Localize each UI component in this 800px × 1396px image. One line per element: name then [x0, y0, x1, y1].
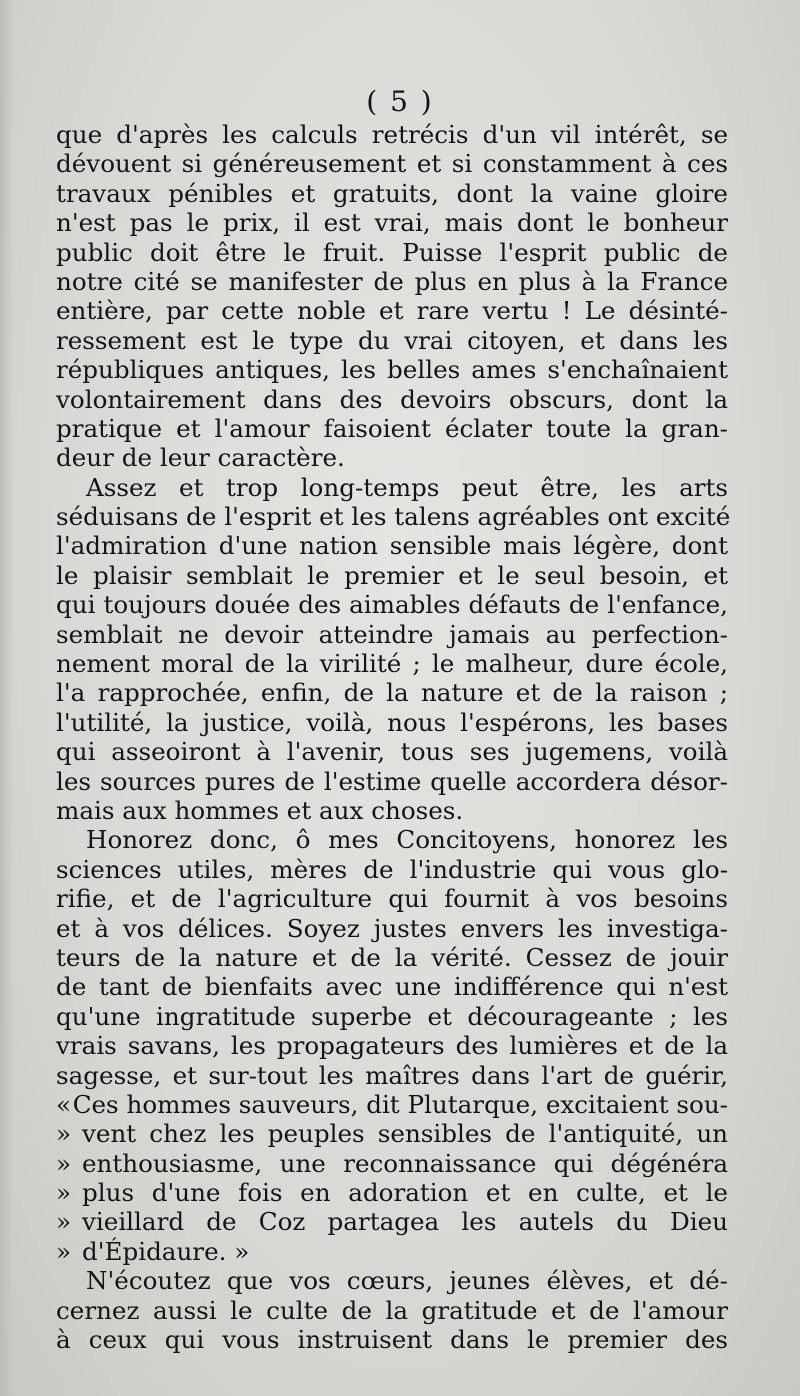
- line-text: qui toujours douée des aimables défauts de l'enfance,: [56, 590, 728, 620]
- text-line: [56, 414, 728, 443]
- line-text: deur de leur caractère.: [56, 443, 345, 473]
- line-text: volontairement dans des devoirs obscurs, dont la: [56, 384, 728, 414]
- text-line: [56, 296, 728, 325]
- line-text: cernez aussi le culte de la gratitude et de l'amour: [56, 1295, 728, 1325]
- line-text: l'utilité, la justice, voilà, nous l'espérons, les bases: [56, 707, 728, 737]
- line-text: mais aux hommes et aux choses.: [56, 795, 464, 825]
- text-line: [56, 1178, 728, 1207]
- line-text: semblait ne devoir atteindre jamais au perfection-: [56, 619, 728, 649]
- quote-mark: »: [56, 1236, 72, 1266]
- text-line: [56, 737, 728, 766]
- text-line: [56, 767, 728, 796]
- text-line: [56, 914, 728, 943]
- text-line: [56, 1061, 728, 1090]
- text-line: [56, 502, 731, 532]
- line-text: et à vos délices. Soyez justes envers les investiga-: [56, 913, 728, 943]
- line-text: Assez et trop long-temps peut être, les arts: [86, 472, 728, 502]
- line-text: ressement est le type du vrai citoyen, et dans les: [56, 325, 728, 355]
- line-text: plus d'une fois en adoration et en culte, et le: [82, 1178, 728, 1208]
- line-text: nement moral de la virilité ; le malheur, dure école,: [56, 649, 728, 679]
- text-line: [56, 149, 728, 178]
- quote-mark: »: [56, 1119, 72, 1149]
- text-line: [56, 208, 728, 237]
- text-line: [56, 1090, 728, 1119]
- line-text: qu'une ingratitude superbe et décourageante ; les: [56, 1001, 728, 1031]
- line-text: travaux pénibles et gratuits, dont la vaine gloire: [56, 178, 728, 208]
- line-text: les sources pures de l'estime quelle accordera désor-: [56, 766, 728, 796]
- line-text: teurs de la nature et de la vérité. Cessez de jouir: [56, 942, 728, 972]
- line-text: rifie, et de l'agriculture qui fournit à vos besoins: [56, 884, 728, 914]
- line-text: vieillard de Coz partagea les autels du Dieu: [82, 1207, 728, 1237]
- line-text: que d'après les calculs retrécis d'un vil intérêt, se: [56, 120, 728, 149]
- text-line: [56, 825, 728, 854]
- text-line: [56, 796, 728, 825]
- text-line: [56, 1002, 728, 1031]
- text-line: [56, 238, 728, 267]
- text-line: [56, 972, 728, 1001]
- line-text: à ceux qui vous instruisent dans le premier des: [56, 1325, 728, 1355]
- text-line: [56, 649, 728, 678]
- line-text: N'écoutez que vos cœurs, jeunes élèves, et dé-: [86, 1266, 728, 1296]
- text-line: [56, 120, 728, 149]
- line-text: dévouent si généreusement et si constamment à ces: [56, 149, 728, 179]
- text-line: [56, 884, 728, 913]
- page-number: ( 5 ): [366, 85, 434, 118]
- text-line: [56, 267, 728, 296]
- text-line: [56, 590, 728, 619]
- text-line: [56, 1149, 728, 1178]
- line-text: public doit être le fruit. Puisse l'esprit public de: [56, 237, 728, 267]
- text-line: [56, 620, 728, 649]
- line-text: pratique et l'amour faisoient éclater toute la gran-: [56, 413, 728, 443]
- text-line: [56, 179, 728, 208]
- text-line: [56, 355, 728, 384]
- text-line: [56, 1266, 728, 1295]
- line-text: de tant de bienfaits avec une indifférence qui n'est: [56, 972, 728, 1002]
- quote-mark: »: [56, 1178, 72, 1208]
- body-text: [56, 120, 731, 1355]
- line-text: républiques antiques, les belles ames s'enchaînaient: [56, 355, 728, 385]
- line-text: n'est pas le prix, il est vrai, mais dont le bonheur: [56, 208, 728, 238]
- line-text: d'Épidaure. »: [82, 1236, 250, 1266]
- line-text: notre cité se manifester de plus en plus à la France: [56, 266, 728, 296]
- line-text: Honorez donc, ô mes Concitoyens, honorez les: [86, 825, 728, 855]
- text-line: [56, 1207, 728, 1236]
- quote-mark: »: [56, 1148, 72, 1178]
- text-line: [56, 385, 728, 414]
- text-line: [56, 326, 728, 355]
- text-line: [56, 678, 728, 707]
- line-text: l'a rapprochée, enfin, de la nature et de la raison ;: [56, 678, 728, 708]
- text-line: [56, 531, 728, 560]
- text-line: [56, 561, 728, 590]
- line-text: sciences utiles, mères de l'industrie qui vous glo-: [56, 854, 728, 884]
- quote-mark: «: [56, 1089, 72, 1119]
- quote-mark: »: [56, 1207, 72, 1237]
- text-line: [56, 1119, 728, 1148]
- text-line: [56, 943, 728, 972]
- line-text: séduisans de l'esprit et les talens agréables ont excité: [56, 502, 731, 532]
- line-text: vent chez les peuples sensibles de l'antiquité, un: [82, 1119, 728, 1149]
- text-line: [56, 1296, 728, 1325]
- line-text: vrais savans, les propagateurs des lumières et de la: [56, 1031, 728, 1061]
- line-text: l'admiration d'une nation sensible mais légère, dont: [56, 531, 728, 561]
- text-line: [56, 1325, 728, 1354]
- text-line: [56, 855, 728, 884]
- line-text: sagesse, et sur-tout les maîtres dans l'art de guérir,: [56, 1060, 728, 1090]
- text-line: [56, 473, 728, 502]
- line-text: enthousiasme, une reconnaissance qui dégénéra: [82, 1148, 728, 1178]
- text-line: [56, 1237, 728, 1266]
- text-line: [56, 1031, 728, 1060]
- line-text: entière, par cette noble et rare vertu ! Le désinté-: [56, 296, 728, 326]
- line-text: qui asseoiront à l'avenir, tous ses jugemens, voilà: [56, 737, 728, 767]
- page-binding-edge: [0, 0, 14, 1396]
- text-line: [56, 708, 728, 737]
- line-text: le plaisir semblait le premier et le seul besoin, et: [56, 560, 728, 590]
- line-text: Ces hommes sauveurs, dit Plutarque, excitaient sou-: [72, 1089, 728, 1119]
- text-line: [56, 443, 728, 472]
